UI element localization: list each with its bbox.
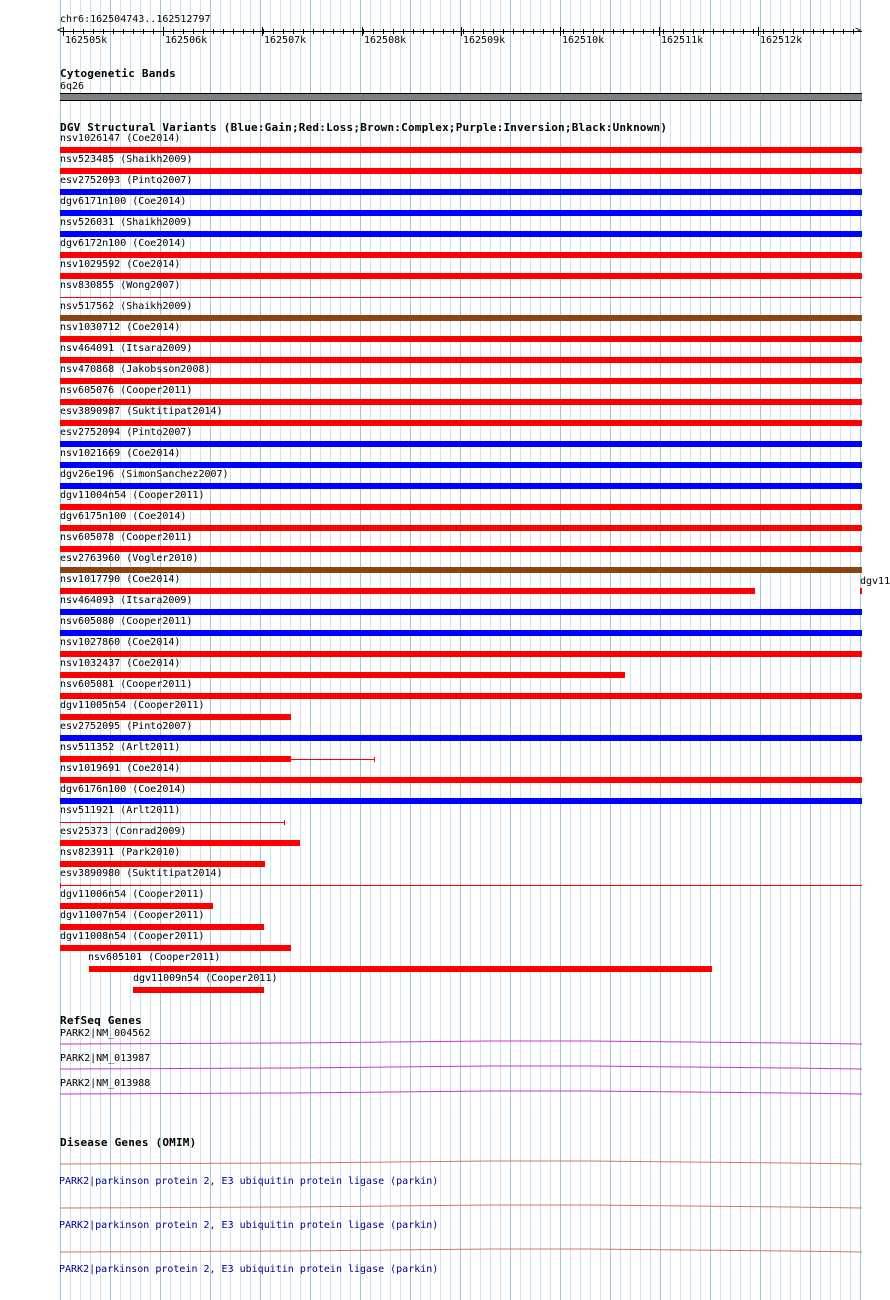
refseq-gene-model[interactable] — [60, 1065, 862, 1071]
ruler-minor-tick — [463, 29, 464, 34]
ruler-minor-tick — [773, 29, 774, 34]
dgv-variant-bar[interactable] — [60, 798, 862, 804]
ruler-minor-tick — [253, 29, 254, 34]
ruler-minor-tick — [103, 29, 104, 34]
dgv-variant-thin-bar[interactable] — [60, 297, 862, 298]
ruler-minor-tick — [703, 29, 704, 34]
ruler-major-tick — [758, 27, 759, 36]
ruler-minor-tick — [693, 29, 694, 34]
refseq-track-title: RefSeq Genes — [60, 1014, 142, 1027]
dgv-variant-label[interactable]: nsv1021669 (Coe2014) — [60, 448, 181, 459]
omim-gene-label[interactable]: PARK2|parkinson protein 2, E3 ubiquitin protein ligase (parkin) — [59, 1176, 439, 1187]
ruler-minor-tick — [413, 29, 414, 34]
ruler-minor-tick — [663, 29, 664, 34]
dgv-variant-label[interactable]: nsv464091 (Itsara2009) — [60, 343, 193, 354]
dgv-variant-label[interactable]: esv3890980 (Suktitipat2014) — [60, 868, 223, 879]
ruler-tick-label: 162506k — [165, 35, 208, 46]
refseq-gene-model[interactable] — [60, 1090, 862, 1096]
dgv-variant-label[interactable]: nsv605078 (Cooper2011) — [60, 532, 193, 543]
ruler-minor-tick — [493, 29, 494, 34]
dgv-variant-bar[interactable] — [60, 693, 862, 699]
dgv-variant-bar[interactable] — [60, 924, 264, 930]
dgv-variant-label[interactable]: nsv1027860 (Coe2014) — [60, 637, 181, 648]
dgv-variant-label[interactable]: dgv11008n54 (Cooper2011) — [60, 931, 205, 942]
dgv-variant-label[interactable]: esv25373 (Conrad2009) — [60, 826, 187, 837]
cytoband-label: 6q26 — [60, 81, 85, 92]
ruler-minor-tick — [563, 29, 564, 34]
ruler-minor-tick — [363, 29, 364, 34]
dgv-variant-bar[interactable] — [60, 840, 300, 846]
ruler-minor-tick — [83, 29, 84, 34]
ruler-minor-tick — [153, 29, 154, 34]
ruler-tick-label: 162511k — [661, 35, 704, 46]
dgv-variant-bar[interactable] — [60, 546, 862, 552]
dgv-variant-bar[interactable] — [60, 315, 862, 321]
dgv-variant-label[interactable]: esv2752093 (Pinto2007) — [60, 175, 193, 186]
dgv-variant-bar[interactable] — [60, 231, 862, 237]
dgv-variant-bar[interactable] — [60, 588, 755, 594]
dgv-variant-bar[interactable] — [60, 945, 291, 951]
dgv-variant-label[interactable]: nsv470868 (Jakobsson2008) — [60, 364, 211, 375]
dgv-variant-bar[interactable] — [60, 147, 862, 153]
ruler-minor-tick — [523, 29, 524, 34]
dgv-variant-label[interactable]: nsv605080 (Cooper2011) — [60, 616, 193, 627]
ruler-minor-tick — [303, 29, 304, 34]
dgv-variant-label[interactable]: dgv6171n100 (Coe2014) — [60, 196, 187, 207]
dgv-variant-label[interactable]: dgv6176n100 (Coe2014) — [60, 784, 187, 795]
ruler-minor-tick — [823, 29, 824, 34]
dgv-variant-bar[interactable] — [60, 420, 862, 426]
dgv-overflow-label: dgv11 — [860, 576, 890, 587]
ruler-tick-label: 162512k — [760, 35, 803, 46]
ruler-minor-tick — [583, 29, 584, 34]
ruler-minor-tick — [123, 29, 124, 34]
dgv-variant-end-tick — [284, 820, 285, 825]
ruler-major-tick — [560, 27, 561, 36]
dgv-variant-label[interactable]: esv2752094 (Pinto2007) — [60, 427, 193, 438]
dgv-variant-label[interactable]: nsv823911 (Park2010) — [60, 847, 181, 858]
dgv-overflow-feature[interactable] — [860, 588, 862, 594]
ruler-minor-tick — [373, 29, 374, 34]
dgv-variant-end-tick — [374, 757, 375, 762]
dgv-variant-start-tick — [60, 883, 61, 888]
ruler-minor-tick — [283, 29, 284, 34]
ruler-minor-tick — [393, 29, 394, 34]
omim-gene-model[interactable] — [60, 1160, 862, 1166]
dgv-variant-label[interactable]: nsv830855 (Wong2007) — [60, 280, 181, 291]
ruler-minor-tick — [93, 29, 94, 34]
ruler-minor-tick — [383, 29, 384, 34]
ruler-minor-tick — [833, 29, 834, 34]
dgv-variant-label[interactable]: nsv605101 (Cooper2011) — [88, 952, 221, 963]
dgv-variant-label[interactable]: dgv11006n54 (Cooper2011) — [60, 889, 205, 900]
ruler-tick-label: 162509k — [463, 35, 506, 46]
ruler-left-arrow-icon: < — [57, 25, 64, 36]
ruler-major-tick — [63, 27, 64, 36]
dgv-variant-bar[interactable] — [60, 441, 862, 447]
dgv-variant-bar[interactable] — [89, 966, 712, 972]
dgv-variant-label[interactable]: dgv11007n54 (Cooper2011) — [60, 910, 205, 921]
dgv-variant-bar[interactable] — [60, 714, 291, 720]
ruler-minor-tick — [353, 29, 354, 34]
ruler-minor-tick — [133, 29, 134, 34]
dgv-variant-bar[interactable] — [60, 630, 862, 636]
ruler-minor-tick — [263, 29, 264, 34]
dgv-variant-label[interactable]: nsv1026147 (Coe2014) — [60, 133, 181, 144]
ruler-tick-label: 162507k — [264, 35, 307, 46]
dgv-variant-label[interactable]: nsv1029592 (Coe2014) — [60, 259, 181, 270]
dgv-variant-label[interactable]: nsv1019691 (Coe2014) — [60, 763, 181, 774]
ruler-minor-tick — [313, 29, 314, 34]
ruler-minor-tick — [593, 29, 594, 34]
refseq-gene-label[interactable]: PARK2|NM_013987 — [60, 1053, 151, 1064]
dgv-variant-bar[interactable] — [60, 378, 862, 384]
ruler-minor-tick — [723, 29, 724, 34]
dgv-variant-label[interactable]: nsv511921 (Arlt2011) — [60, 805, 181, 816]
dgv-variant-thin-bar[interactable] — [60, 885, 862, 886]
dgv-variant-label[interactable]: nsv523485 (Shaikh2009) — [60, 154, 193, 165]
dgv-variant-bar[interactable] — [60, 609, 862, 615]
cytoband-track-title: Cytogenetic Bands — [60, 67, 176, 80]
refseq-gene-label[interactable]: PARK2|NM_004562 — [60, 1028, 151, 1039]
dgv-variant-label[interactable]: nsv511352 (Arlt2011) — [60, 742, 181, 753]
ruler-minor-tick — [733, 29, 734, 34]
ruler-minor-tick — [453, 29, 454, 34]
ruler-minor-tick — [333, 29, 334, 34]
omim-gene-model[interactable] — [60, 1204, 862, 1210]
dgv-variant-label[interactable]: dgv11005n54 (Cooper2011) — [60, 700, 205, 711]
dgv-variant-label[interactable]: esv2752095 (Pinto2007) — [60, 721, 193, 732]
ruler-minor-tick — [643, 29, 644, 34]
dgv-variant-label[interactable]: esv2763960 (Vogler2010) — [60, 553, 199, 564]
refseq-gene-model[interactable] — [60, 1040, 862, 1046]
dgv-variant-bar[interactable] — [60, 567, 862, 573]
dgv-variant-label[interactable]: dgv6175n100 (Coe2014) — [60, 511, 187, 522]
dgv-variant-label[interactable]: nsv1030712 (Coe2014) — [60, 322, 181, 333]
dgv-variant-label[interactable]: esv3890987 (Suktitipat2014) — [60, 406, 223, 417]
omim-track-title: Disease Genes (OMIM) — [60, 1136, 197, 1149]
dgv-variant-label[interactable]: dgv6172n100 (Coe2014) — [60, 238, 187, 249]
dgv-variant-bar[interactable] — [60, 336, 862, 342]
ruler-minor-tick — [613, 29, 614, 34]
ruler-minor-tick — [553, 29, 554, 34]
dgv-variant-label[interactable]: nsv1017790 (Coe2014) — [60, 574, 181, 585]
dgv-variant-bar[interactable] — [60, 399, 862, 405]
dgv-variant-bar[interactable] — [133, 987, 264, 993]
ruler-minor-tick — [673, 29, 674, 34]
dgv-variant-label[interactable]: dgv11009n54 (Cooper2011) — [133, 973, 278, 984]
ruler-minor-tick — [163, 29, 164, 34]
ruler-minor-tick — [173, 29, 174, 34]
ruler-minor-tick — [713, 29, 714, 34]
dgv-variant-label[interactable]: nsv526031 (Shaikh2009) — [60, 217, 193, 228]
dgv-track-title: DGV Structural Variants (Blue:Gain;Red:Loss;Brown:Complex;Purple:Inversion;Black:Unknown) — [60, 121, 668, 134]
ruler-minor-tick — [473, 29, 474, 34]
ruler-minor-tick — [513, 29, 514, 34]
ruler-minor-tick — [843, 29, 844, 34]
ruler-minor-tick — [243, 29, 244, 34]
ruler-minor-tick — [443, 29, 444, 34]
dgv-variant-bar[interactable] — [60, 525, 862, 531]
dgv-variant-label[interactable]: nsv605081 (Cooper2011) — [60, 679, 193, 690]
ruler-major-tick — [659, 27, 660, 36]
dgv-variant-bar[interactable] — [60, 168, 862, 174]
dgv-variant-bar[interactable] — [60, 756, 291, 762]
dgv-variant-bar[interactable] — [60, 504, 862, 510]
ruler-minor-tick — [783, 29, 784, 34]
dgv-variant-label[interactable]: dgv26e196 (SimonSanchez2007) — [60, 469, 229, 480]
ruler-minor-tick — [803, 29, 804, 34]
omim-gene-model[interactable] — [60, 1248, 862, 1254]
ruler-minor-tick — [423, 29, 424, 34]
ruler-tick-label: 162510k — [562, 35, 605, 46]
ruler-minor-tick — [433, 29, 434, 34]
ruler-minor-tick — [233, 29, 234, 34]
ruler-minor-tick — [543, 29, 544, 34]
ruler-minor-tick — [503, 29, 504, 34]
ruler-minor-tick — [213, 29, 214, 34]
dgv-variant-label[interactable]: nsv464093 (Itsara2009) — [60, 595, 193, 606]
coordinate-label: chr6:162504743..162512797 — [60, 14, 211, 25]
ruler-minor-tick — [853, 29, 854, 34]
dgv-variant-bar[interactable] — [60, 210, 862, 216]
dgv-variant-label[interactable]: nsv1032437 (Coe2014) — [60, 658, 181, 669]
ruler-minor-tick — [483, 29, 484, 34]
ruler-minor-tick — [653, 29, 654, 34]
ruler-minor-tick — [743, 29, 744, 34]
dgv-variant-bar[interactable] — [60, 273, 862, 279]
ruler-tick-label: 162505k — [65, 35, 108, 46]
cytoband-6q26[interactable] — [60, 93, 862, 101]
ruler-minor-tick — [73, 29, 74, 34]
ruler-minor-tick — [633, 29, 634, 34]
ruler-minor-tick — [113, 29, 114, 34]
ruler-right-arrow-icon: > — [855, 25, 862, 36]
ruler-minor-tick — [203, 29, 204, 34]
dgv-variant-bar[interactable] — [60, 252, 862, 258]
dgv-variant-bar[interactable] — [60, 483, 862, 489]
dgv-variant-bar[interactable] — [60, 462, 862, 468]
dgv-variant-bar[interactable] — [60, 903, 213, 909]
ruler-minor-tick — [323, 29, 324, 34]
omim-gene-label[interactable]: PARK2|parkinson protein 2, E3 ubiquitin protein ligase (parkin) — [59, 1220, 439, 1231]
ruler-minor-tick — [683, 29, 684, 34]
dgv-variant-label[interactable]: nsv517562 (Shaikh2009) — [60, 301, 193, 312]
dgv-variant-bar[interactable] — [60, 735, 862, 741]
dgv-variant-label[interactable]: dgv11004n54 (Cooper2011) — [60, 490, 205, 501]
ruler-minor-tick — [603, 29, 604, 34]
ruler-minor-tick — [183, 29, 184, 34]
ruler-minor-tick — [623, 29, 624, 34]
ruler-minor-tick — [813, 29, 814, 34]
dgv-variant-extension[interactable] — [291, 759, 374, 760]
ruler-minor-tick — [573, 29, 574, 34]
ruler-minor-tick — [793, 29, 794, 34]
omim-gene-label[interactable]: PARK2|parkinson protein 2, E3 ubiquitin protein ligase (parkin) — [59, 1264, 439, 1275]
ruler-minor-tick — [763, 29, 764, 34]
dgv-variant-bar[interactable] — [60, 189, 862, 195]
dgv-variant-bar[interactable] — [60, 651, 862, 657]
ruler-minor-tick — [143, 29, 144, 34]
ruler-minor-tick — [753, 29, 754, 34]
ruler-minor-tick — [533, 29, 534, 34]
ruler-minor-tick — [273, 29, 274, 34]
dgv-variant-label[interactable]: nsv605076 (Cooper2011) — [60, 385, 193, 396]
ruler-minor-tick — [293, 29, 294, 34]
dgv-variant-bar[interactable] — [60, 672, 625, 678]
ruler-minor-tick — [193, 29, 194, 34]
refseq-gene-label[interactable]: PARK2|NM_013988 — [60, 1078, 151, 1089]
ruler-tick-label: 162508k — [364, 35, 407, 46]
ruler-major-tick — [461, 27, 462, 36]
dgv-variant-bar[interactable] — [60, 861, 265, 867]
dgv-variant-bar[interactable] — [60, 777, 862, 783]
ruler-minor-tick — [403, 29, 404, 34]
dgv-variant-bar[interactable] — [60, 357, 862, 363]
ruler-minor-tick — [223, 29, 224, 34]
dgv-variant-thin-bar[interactable] — [60, 822, 285, 823]
ruler-minor-tick — [343, 29, 344, 34]
